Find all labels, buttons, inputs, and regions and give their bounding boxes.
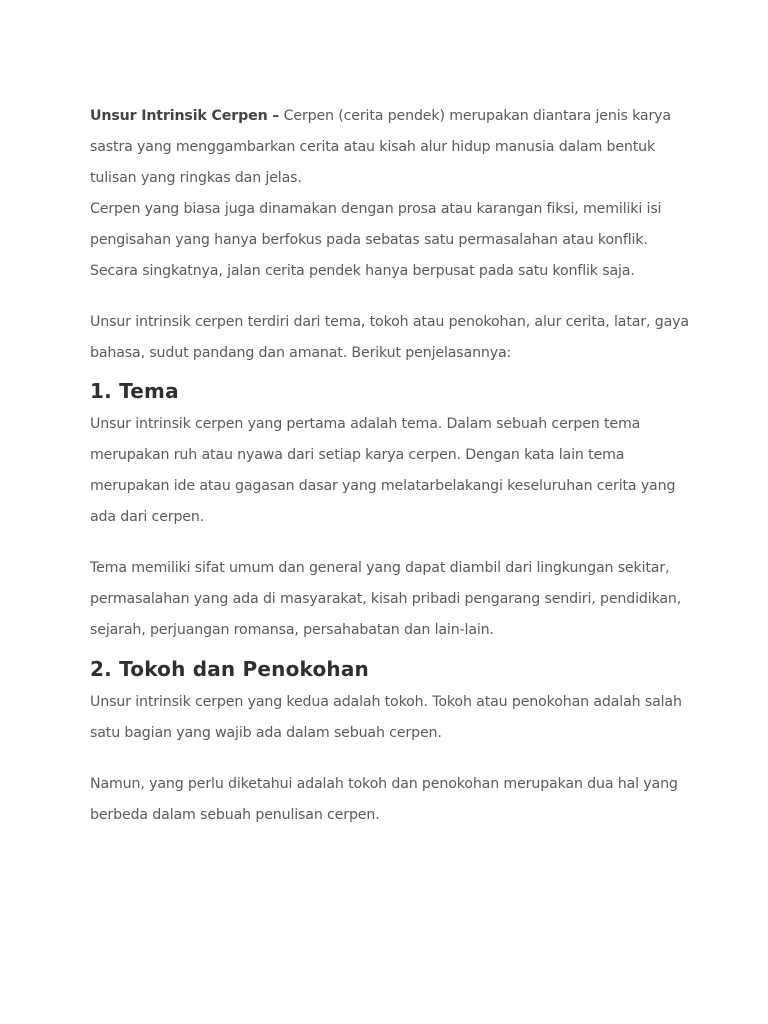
tokoh-paragraph-1: Unsur intrinsik cerpen yang kedua adalah tokoh. Tokoh atau penokohan adalah salah satu bagian yang wajib ada dalam sebuah cerpen. [90,694,682,741]
intro-paragraph [90,101,690,194]
intro-paragraph-3: Unsur intrinsik cerpen terdiri dari tema, tokoh atau penokohan, alur cerita, latar, gaya bahasa, sudut pandang dan amanat. Berikut penjelasannya: [90,314,689,361]
document-page [90,101,690,831]
intro-paragraph-2: Cerpen yang biasa juga dinamakan dengan prosa atau karangan fiksi, memiliki isi pengisahan yang hanya berfokus pada sebatas satu permasalahan atau konflik. Secara singkatnya, jalan cerita pendek hanya berpusat pada satu konflik saja. [90,201,662,279]
intro-lead-bold: Unsur Intrinsik Cerpen – [90,108,280,124]
intro-lead-text: Cerpen (cerita pendek) merupakan diantara jenis karya sastra yang menggambarkan cerita atau kisah alur hidup manusia dalam bentuk tulisan yang ringkas dan jelas. [90,108,671,186]
section-heading-tokoh: 2. Tokoh dan Penokohan [90,657,369,681]
tokoh-paragraph-2: Namun, yang perlu diketahui adalah tokoh dan penokohan merupakan dua hal yang berbeda dalam sebuah penulisan cerpen. [90,776,678,823]
tema-paragraph-2: Tema memiliki sifat umum dan general yang dapat diambil dari lingkungan sekitar, permasalahan yang ada di masyarakat, kisah pribadi pengarang sendiri, pendidikan, sejarah, perjuangan romansa, persahabatan dan lain-lain. [90,560,682,638]
section-heading-tema: 1. Tema [90,379,179,403]
tema-paragraph-1: Unsur intrinsik cerpen yang pertama adalah tema. Dalam sebuah cerpen tema merupakan ruh atau nyawa dari setiap karya cerpen. Dengan kata lain tema merupakan ide atau gagasan dasar yang melatarbelakangi keseluruhan cerita yang ada dari cerpen. [90,416,676,525]
